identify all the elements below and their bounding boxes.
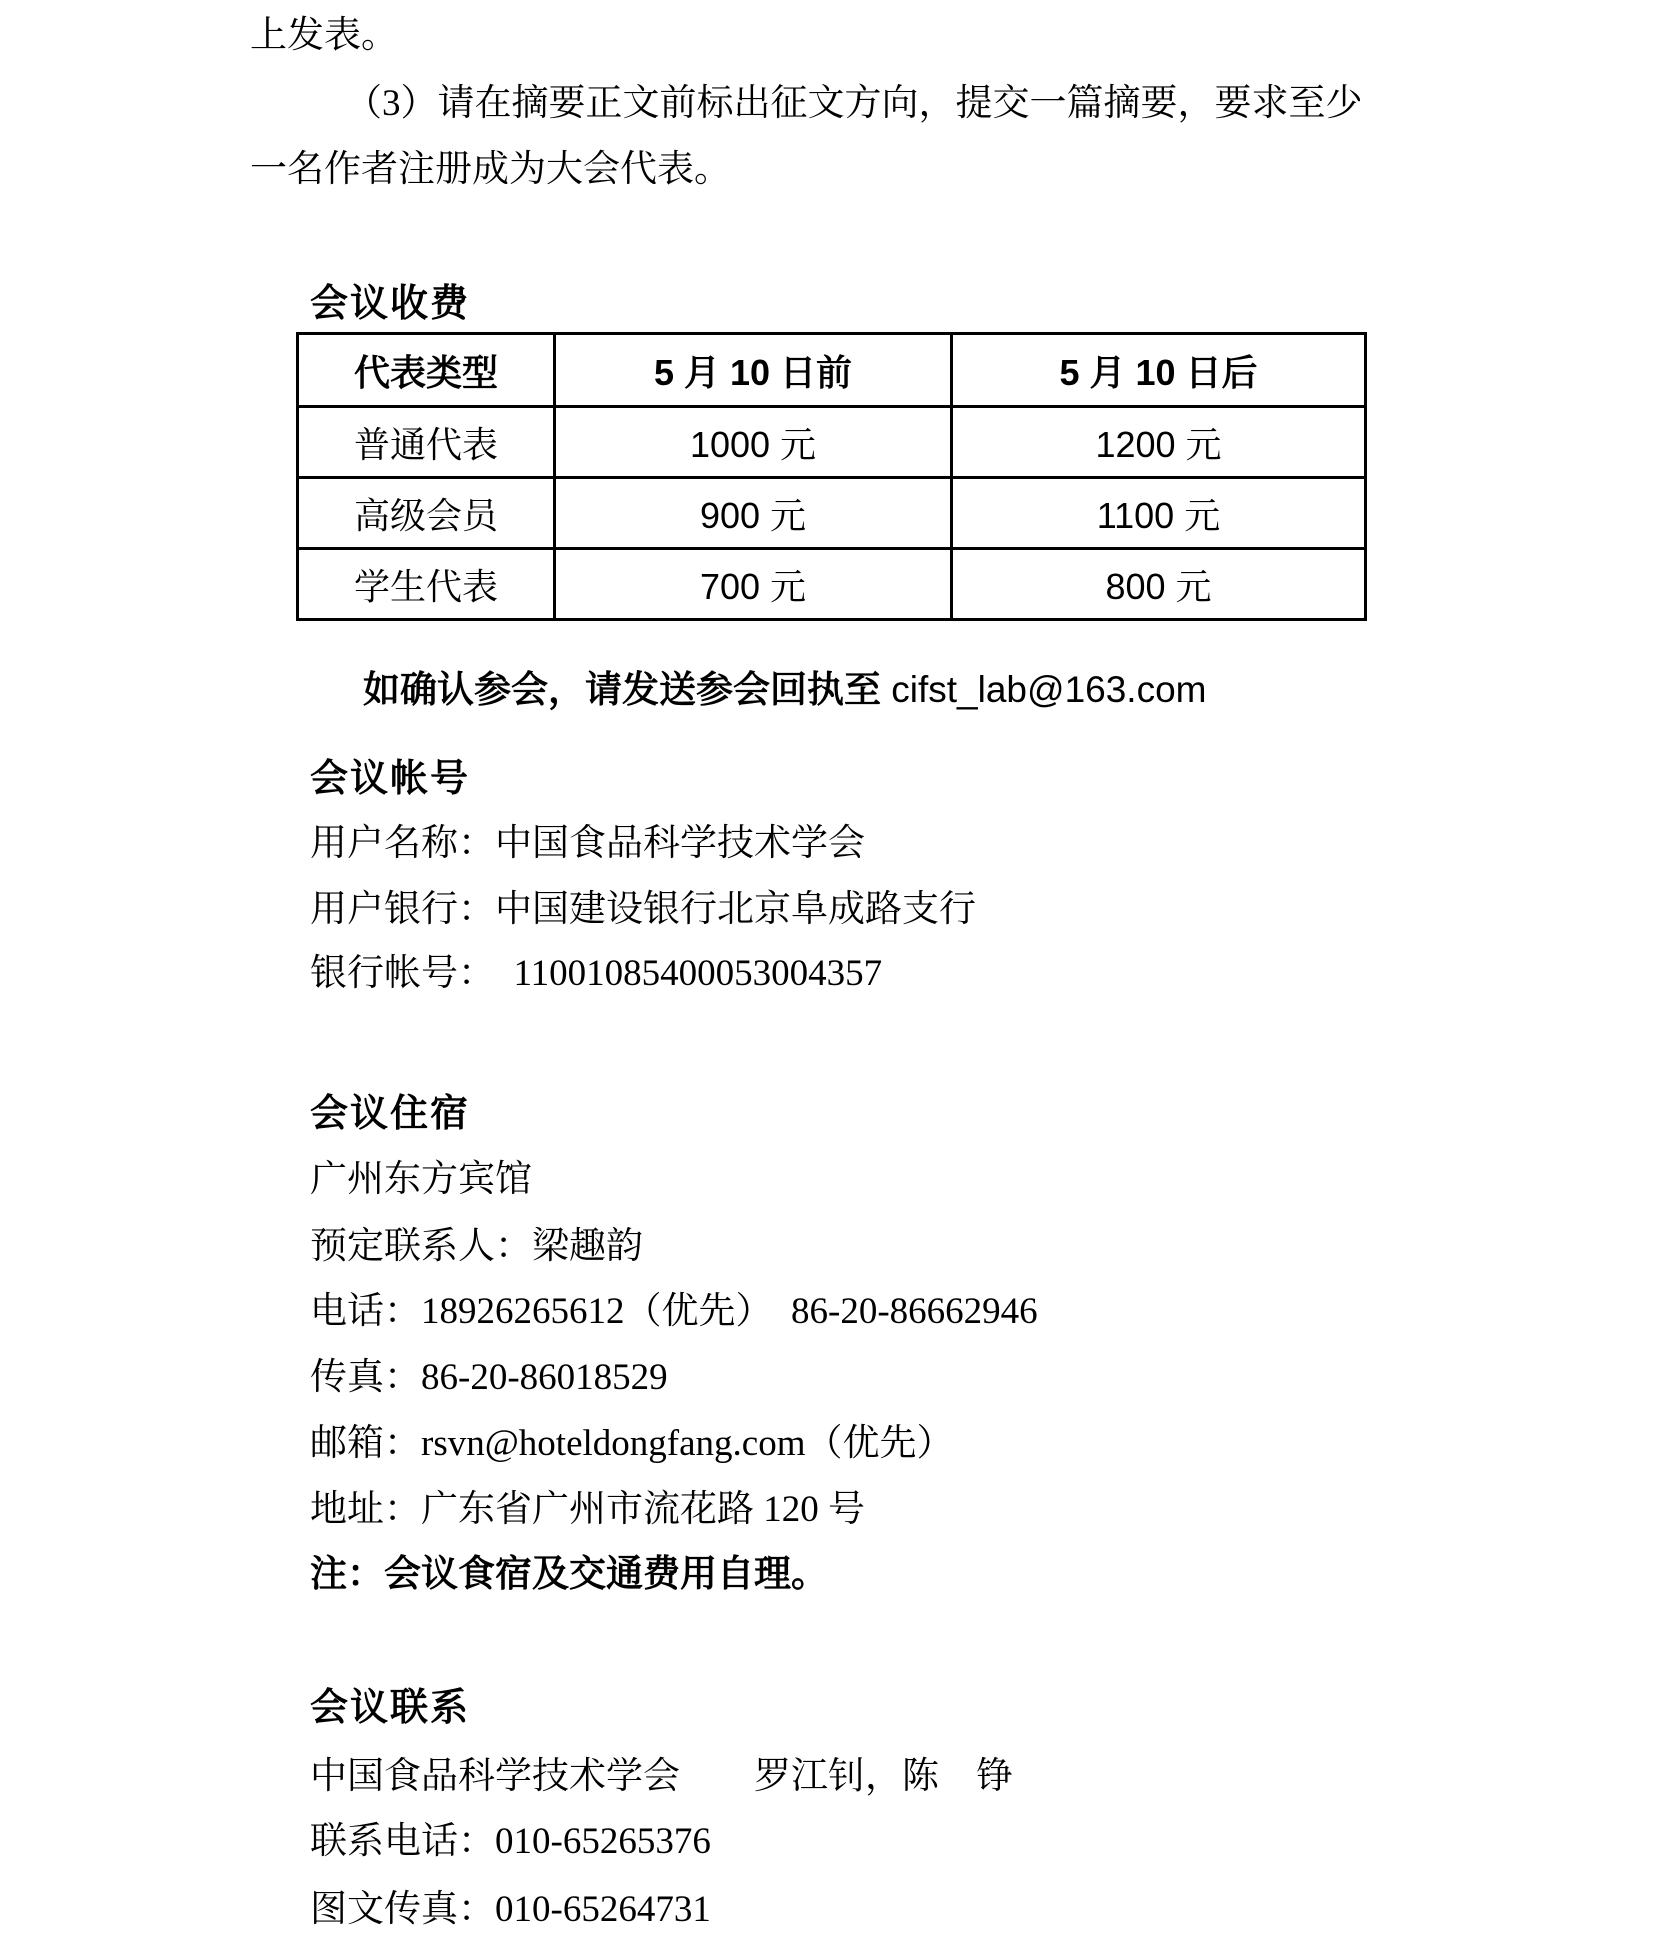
delegate-type-cell: 普通代表 bbox=[298, 407, 555, 478]
confirm-reply-text: 如确认参会，请发送参会回执至 bbox=[363, 669, 892, 711]
fee-table bbox=[296, 332, 1367, 621]
contact-section-heading: 会议联系 bbox=[310, 1687, 471, 1729]
intro-line-2: （3）请在摘要正文前标出征文方向，提交一篇摘要，要求至少 bbox=[345, 83, 1363, 124]
account-bank-line: 用户银行：中国建设银行北京阜成路支行 bbox=[310, 889, 976, 930]
hotel-name-line: 广州东方宾馆 bbox=[310, 1159, 532, 1200]
account-number-line: 银行帐号： 11001085400053004357 bbox=[310, 953, 883, 994]
confirm-email: cifst_lab@163.com bbox=[891, 669, 1207, 711]
hotel-address-line: 地址：广东省广州市流花路 120 号 bbox=[310, 1489, 865, 1530]
contact-org-line: 中国食品科学技术学会 罗江钊，陈 铮 bbox=[310, 1756, 1013, 1797]
fee-table-header-row bbox=[298, 334, 1366, 407]
fee-header-before-date: 5 月 10 日前 bbox=[555, 334, 952, 407]
hotel-phone-line: 电话：18926265612（优先） 86-20-86662946 bbox=[310, 1291, 1038, 1332]
lodging-section-heading: 会议住宿 bbox=[310, 1093, 471, 1135]
fee-table-row-student bbox=[298, 549, 1366, 620]
fee-table-row-senior bbox=[298, 478, 1366, 549]
account-name-line: 用户名称：中国食品科学技术学会 bbox=[310, 823, 865, 864]
hotel-email-line: 邮箱：rsvn@hoteldongfang.com（优先） bbox=[310, 1423, 954, 1464]
contact-phone-line: 联系电话：010-65265376 bbox=[310, 1821, 711, 1862]
price-after-cell: 1200 元 bbox=[952, 407, 1366, 478]
account-section-heading: 会议帐号 bbox=[310, 758, 471, 800]
price-after-cell: 800 元 bbox=[952, 549, 1366, 620]
fee-header-after-date: 5 月 10 日后 bbox=[952, 334, 1366, 407]
contact-fax-line: 图文传真：010-65264731 bbox=[310, 1889, 711, 1930]
delegate-type-cell: 高级会员 bbox=[298, 478, 555, 549]
price-before-cell: 900 元 bbox=[555, 478, 952, 549]
price-before-cell: 1000 元 bbox=[555, 407, 952, 478]
intro-line-3: 一名作者注册成为大会代表。 bbox=[250, 149, 731, 190]
fees-section-heading: 会议收费 bbox=[310, 283, 471, 325]
price-after-cell: 1100 元 bbox=[952, 478, 1366, 549]
hotel-fax-line: 传真：86-20-86018529 bbox=[310, 1357, 668, 1398]
confirm-reply-line bbox=[326, 624, 1207, 758]
delegate-type-cell: 学生代表 bbox=[298, 549, 555, 620]
price-before-cell: 700 元 bbox=[555, 549, 952, 620]
fee-header-delegate-type: 代表类型 bbox=[298, 334, 555, 407]
booking-contact-line: 预定联系人：梁趣韵 bbox=[310, 1226, 643, 1267]
self-pay-note-line: 注：会议食宿及交通费用自理。 bbox=[310, 1553, 828, 1594]
fee-table-row-regular bbox=[298, 407, 1366, 478]
intro-line-1: 上发表。 bbox=[250, 15, 398, 56]
